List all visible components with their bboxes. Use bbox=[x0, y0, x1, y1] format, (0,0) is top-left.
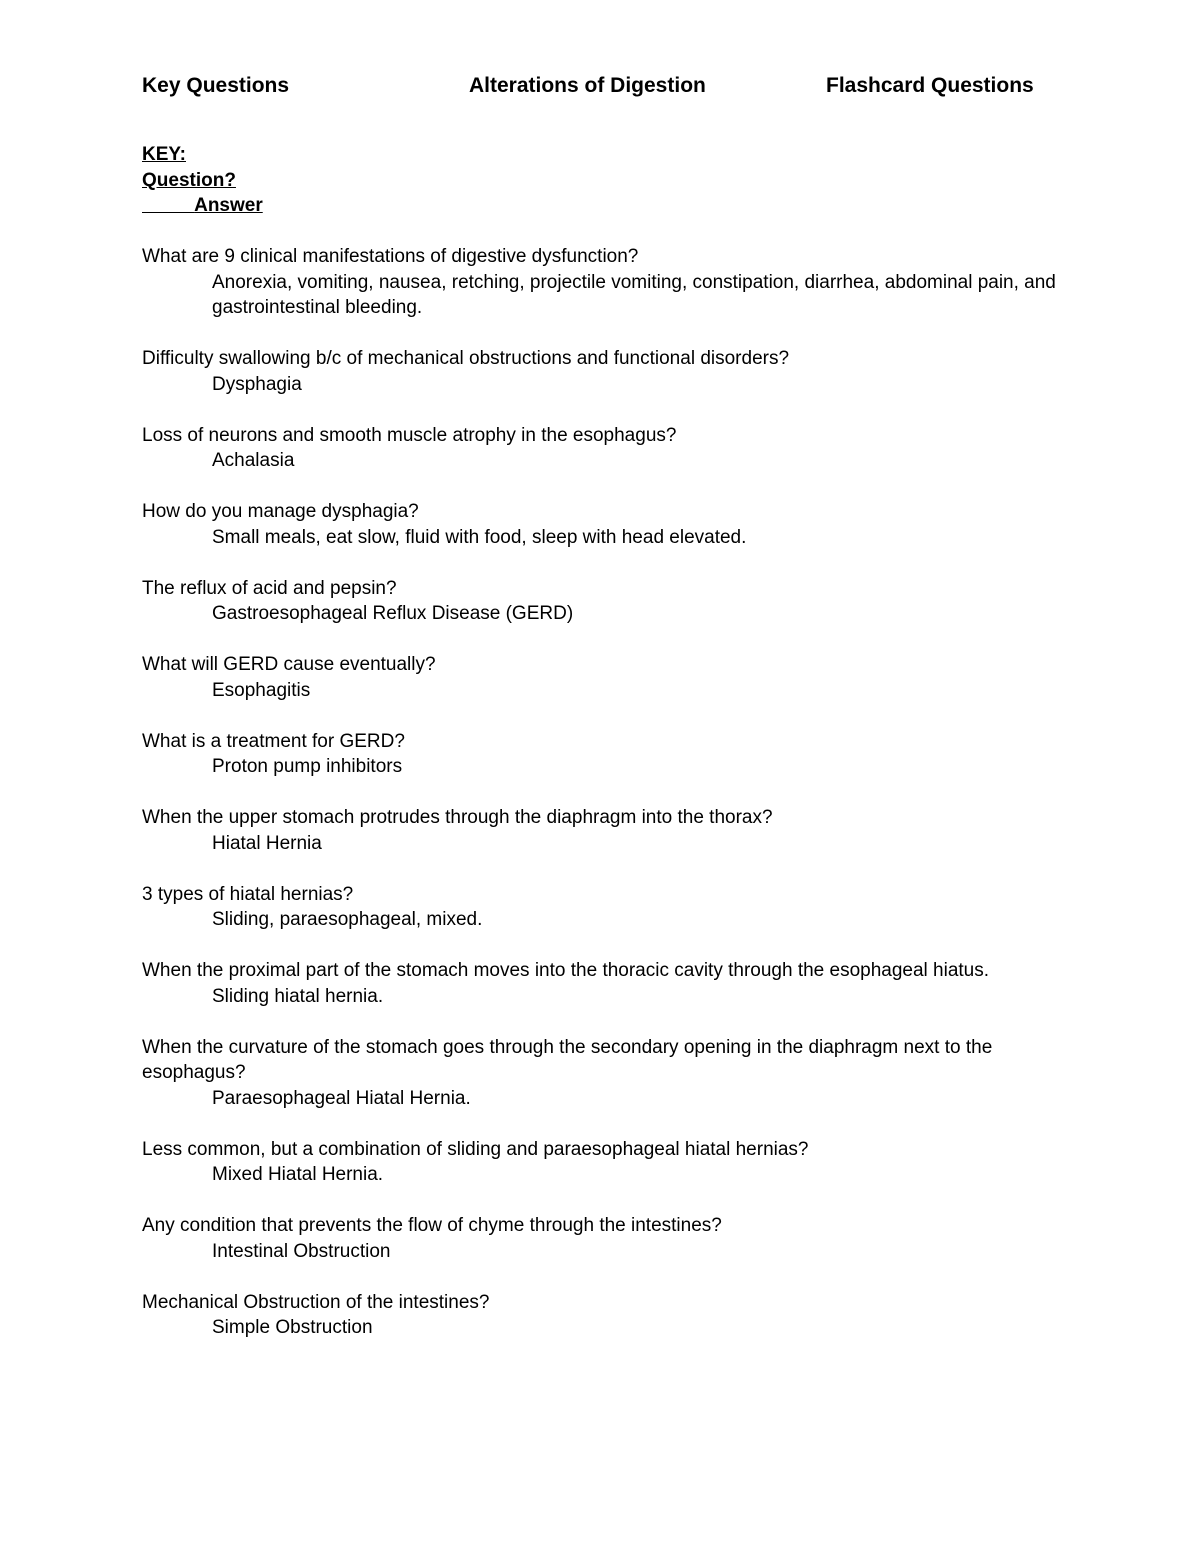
qa-item bbox=[142, 244, 1057, 321]
qa-answer: Dysphagia bbox=[212, 373, 302, 395]
qa-question: The reflux of acid and pepsin? bbox=[142, 577, 397, 599]
key-answer-indent bbox=[142, 195, 194, 216]
qa-question: Mechanical Obstruction of the intestines? bbox=[142, 1291, 490, 1313]
qa-question: How do you manage dysphagia? bbox=[142, 501, 419, 522]
qa-answer: Anorexia, vomiting, nausea, retching, projectile vomiting, constipation, diarrhea, abdominal pain, and gastrointestinal bleeding. bbox=[212, 271, 1056, 318]
qa-item bbox=[142, 805, 1057, 856]
qa-answer: Esophagitis bbox=[212, 679, 311, 701]
qa-item bbox=[142, 423, 1057, 474]
qa-item bbox=[142, 346, 1057, 397]
qa-answer: Sliding hiatal hernia. bbox=[212, 985, 384, 1007]
qa-answer: Small meals, eat slow, fluid with food, sleep with head elevated. bbox=[212, 526, 747, 548]
key-answer-text: Answer bbox=[194, 195, 263, 216]
qa-item bbox=[142, 1137, 1057, 1188]
qa-item bbox=[142, 1213, 1057, 1264]
qa-question: Less common, but a combination of sliding and paraesophageal hiatal hernias? bbox=[142, 1138, 809, 1160]
qa-question: When the upper stomach protrudes through the diaphragm into the thorax? bbox=[142, 807, 773, 828]
qa-answer: Paraesophageal Hiatal Hernia. bbox=[212, 1087, 471, 1109]
qa-item bbox=[142, 499, 1057, 550]
qa-answer: Mixed Hiatal Hernia. bbox=[212, 1164, 384, 1185]
header-right-title: Flashcard Questions bbox=[826, 74, 1034, 97]
qa-question: 3 types of hiatal hernias? bbox=[142, 883, 354, 905]
qa-question: When the proximal part of the stomach moves into the thoracic cavity through the esophageal hiatus. bbox=[142, 960, 990, 981]
qa-item bbox=[142, 576, 1057, 627]
key-title: KEY: bbox=[142, 144, 186, 165]
key-answer-label bbox=[142, 193, 263, 219]
qa-item bbox=[142, 1035, 1057, 1112]
qa-list bbox=[142, 244, 1057, 1366]
qa-item bbox=[142, 729, 1057, 780]
header-center-title: Alterations of Digestion bbox=[469, 74, 706, 97]
qa-question: Difficulty swallowing b/c of mechanical obstructions and functional disorders? bbox=[142, 348, 790, 369]
qa-question: What is a treatment for GERD? bbox=[142, 730, 405, 752]
key-question-label: Question? bbox=[142, 169, 236, 191]
qa-item bbox=[142, 652, 1057, 703]
qa-answer: Proton pump inhibitors bbox=[212, 756, 403, 777]
qa-answer: Gastroesophageal Reflux Disease (GERD) bbox=[212, 603, 574, 624]
qa-question: Loss of neurons and smooth muscle atrophy in the esophagus? bbox=[142, 424, 677, 446]
qa-question: What are 9 clinical manifestations of digestive dysfunction? bbox=[142, 246, 639, 267]
page-header bbox=[142, 70, 1062, 102]
qa-question: Any condition that prevents the flow of chyme through the intestines? bbox=[142, 1215, 722, 1236]
qa-answer: Achalasia bbox=[212, 450, 295, 471]
qa-question: What will GERD cause eventually? bbox=[142, 654, 436, 675]
qa-item bbox=[142, 958, 1057, 1009]
legend-key bbox=[142, 142, 263, 219]
qa-answer: Intestinal Obstruction bbox=[212, 1240, 391, 1262]
qa-item bbox=[142, 1290, 1057, 1341]
header-left-title: Key Questions bbox=[142, 74, 290, 97]
qa-answer: Hiatal Hernia bbox=[212, 832, 322, 854]
qa-question: When the curvature of the stomach goes through the secondary opening in the diaphragm next to the esophagus? bbox=[142, 1036, 993, 1083]
qa-answer: Simple Obstruction bbox=[212, 1317, 373, 1338]
qa-answer: Sliding, paraesophageal, mixed. bbox=[212, 909, 483, 930]
qa-item bbox=[142, 882, 1057, 933]
